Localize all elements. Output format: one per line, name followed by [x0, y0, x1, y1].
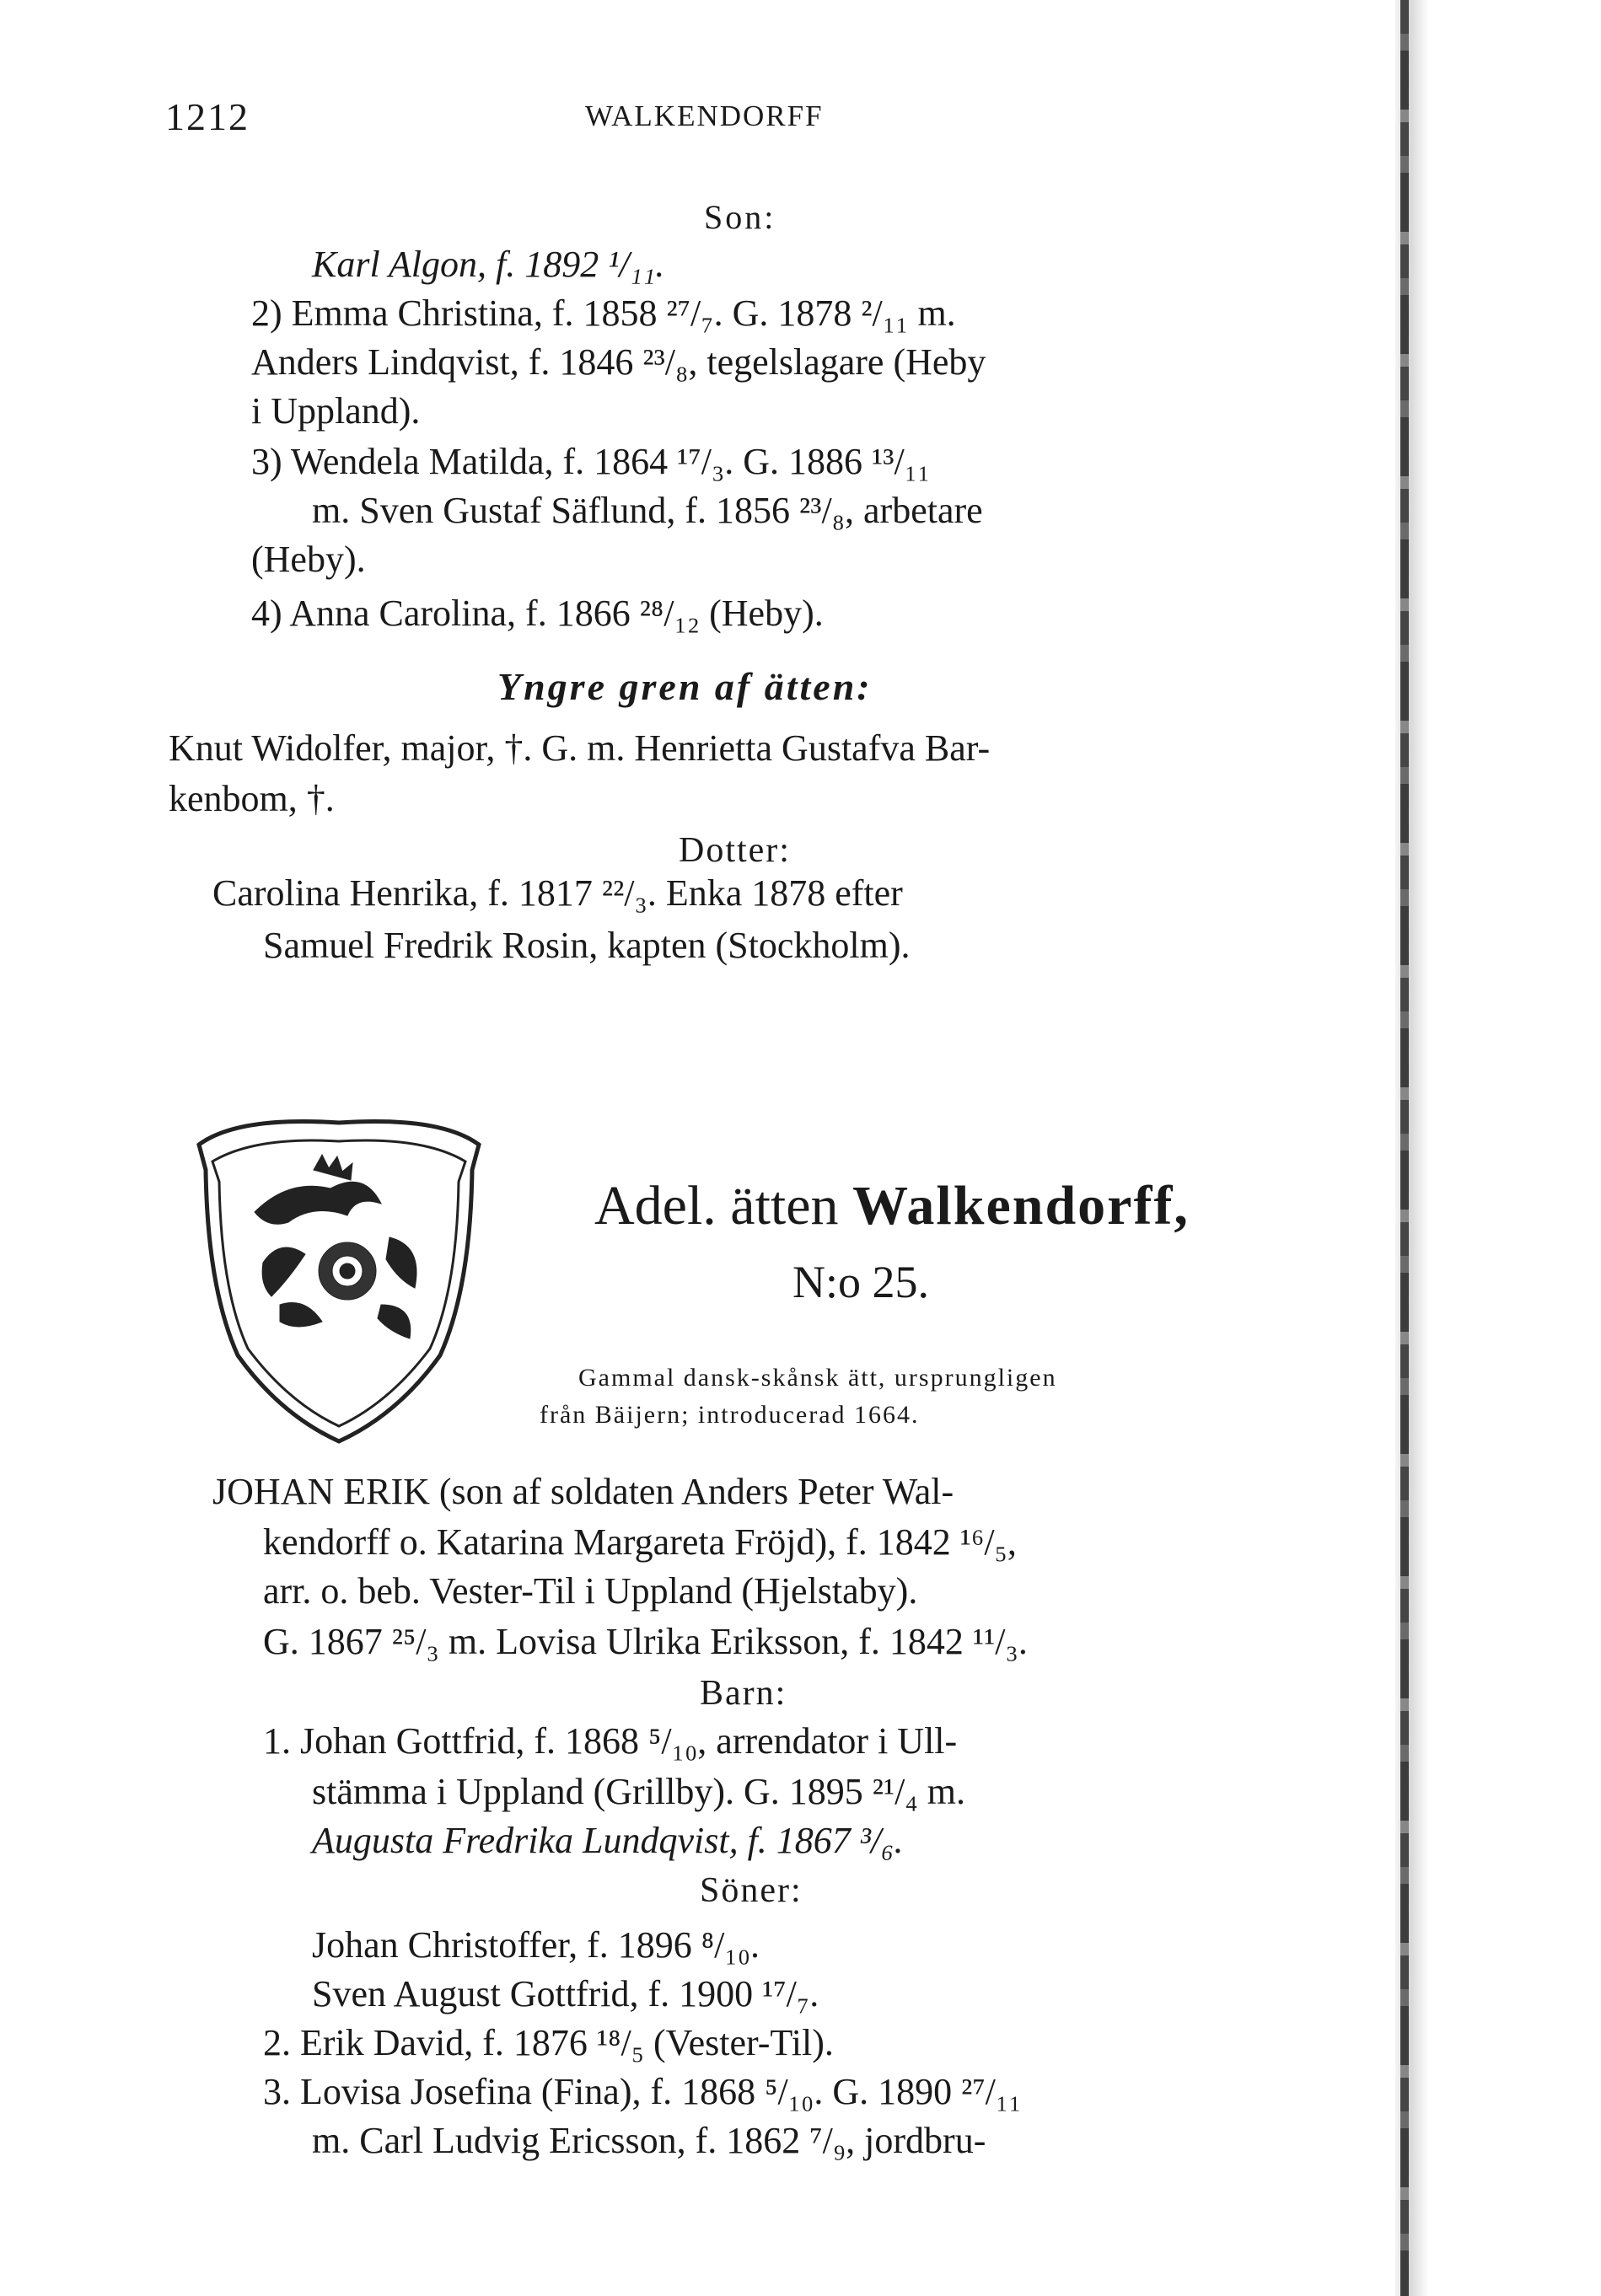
entry-line: Carolina Henrika, f. 1817 ²²/₃. Enka 1878 efter	[212, 872, 903, 914]
sons-label: Söner:	[700, 1871, 803, 1910]
family-number: N:o 25.	[792, 1257, 929, 1307]
family-name: Walkendorff,	[852, 1175, 1190, 1237]
family-title	[594, 1174, 1190, 1238]
entry-line: Karl Algon, f. 1892 ¹/₁₁.	[312, 244, 665, 285]
entry-line: JOHAN ERIK (son af soldaten Anders Peter Wal-	[212, 1471, 954, 1512]
entry-line: Johan Christoffer, f. 1896 ⁸/₁₀.	[312, 1924, 760, 1966]
entry-line: 1. Johan Gottfrid, f. 1868 ⁵/₁₀, arrendator i Ull-	[263, 1720, 958, 1762]
entry-line: Samuel Fredrik Rosin, kapten (Stockholm).	[263, 925, 911, 966]
section-heading: Yngre gren af ätten:	[497, 665, 873, 708]
entry-line: kenbom, †.	[169, 778, 335, 819]
entry-line: 2) Emma Christina, f. 1858 ²⁷/₇. G. 1878 ²/₁₁ m.	[251, 292, 956, 334]
entry-line: 3. Lovisa Josefina (Fina), f. 1868 ⁵/₁₀. G. 1890 ²⁷/₁₁	[263, 2071, 1022, 2112]
page-number: 1212	[165, 95, 250, 138]
daughter-label: Dotter:	[679, 831, 791, 870]
family-title-prefix: Adel. ätten	[594, 1175, 839, 1237]
entry-line: m. Carl Ludvig Ericsson, f. 1862 ⁷/₉, jordbru-	[312, 2120, 986, 2161]
family-note-line: Gammal dansk-skånsk ätt, ursprungligen	[578, 1364, 1057, 1392]
entry-line: Knut Widolfer, major, †. G. m. Henrietta Gustafva Bar-	[169, 727, 991, 769]
entry-line: kendorff o. Katarina Margareta Fröjd), f. 1842 ¹⁶/₅,	[263, 1521, 1017, 1563]
entry-line: 3) Wendela Matilda, f. 1864 ¹⁷/₃. G. 1886 ¹³/₁₁	[251, 441, 931, 482]
entry-line: G. 1867 ²⁵/₃ m. Lovisa Ulrika Eriksson, f. 1842 ¹¹/₃.	[263, 1621, 1028, 1662]
son-label: Son:	[704, 198, 776, 236]
entry-line: 2. Erik David, f. 1876 ¹⁸/₅ (Vester-Til).	[263, 2022, 834, 2063]
family-note-line: från Bäijern; introducerad 1664.	[540, 1401, 920, 1429]
entry-line: i Uppland).	[251, 390, 421, 432]
children-label: Barn:	[700, 1674, 787, 1713]
entry-line: Sven August Gottfrid, f. 1900 ¹⁷/₇.	[312, 1973, 819, 2014]
entry-line: arr. o. beb. Vester-Til i Uppland (Hjelstaby).	[263, 1570, 918, 1612]
entry-line: Augusta Fredrika Lundqvist, f. 1867 ³/₆.	[312, 1820, 904, 1861]
scan-binding-edge	[1395, 0, 1601, 2296]
running-title: WALKENDORFF	[585, 99, 824, 132]
entry-line: (Heby).	[251, 539, 366, 580]
entry-line: stämma i Uppland (Grillby). G. 1895 ²¹/₄ m.	[312, 1771, 965, 1812]
entry-line: Anders Lindqvist, f. 1846 ²³/₈, tegelslagare (Heby	[251, 341, 986, 383]
entry-line: 4) Anna Carolina, f. 1866 ²⁸/₁₂ (Heby).	[251, 593, 824, 634]
heraldic-shield-icon	[187, 1111, 491, 1448]
entry-line: m. Sven Gustaf Säflund, f. 1856 ²³/₈, arbetare	[312, 490, 983, 531]
